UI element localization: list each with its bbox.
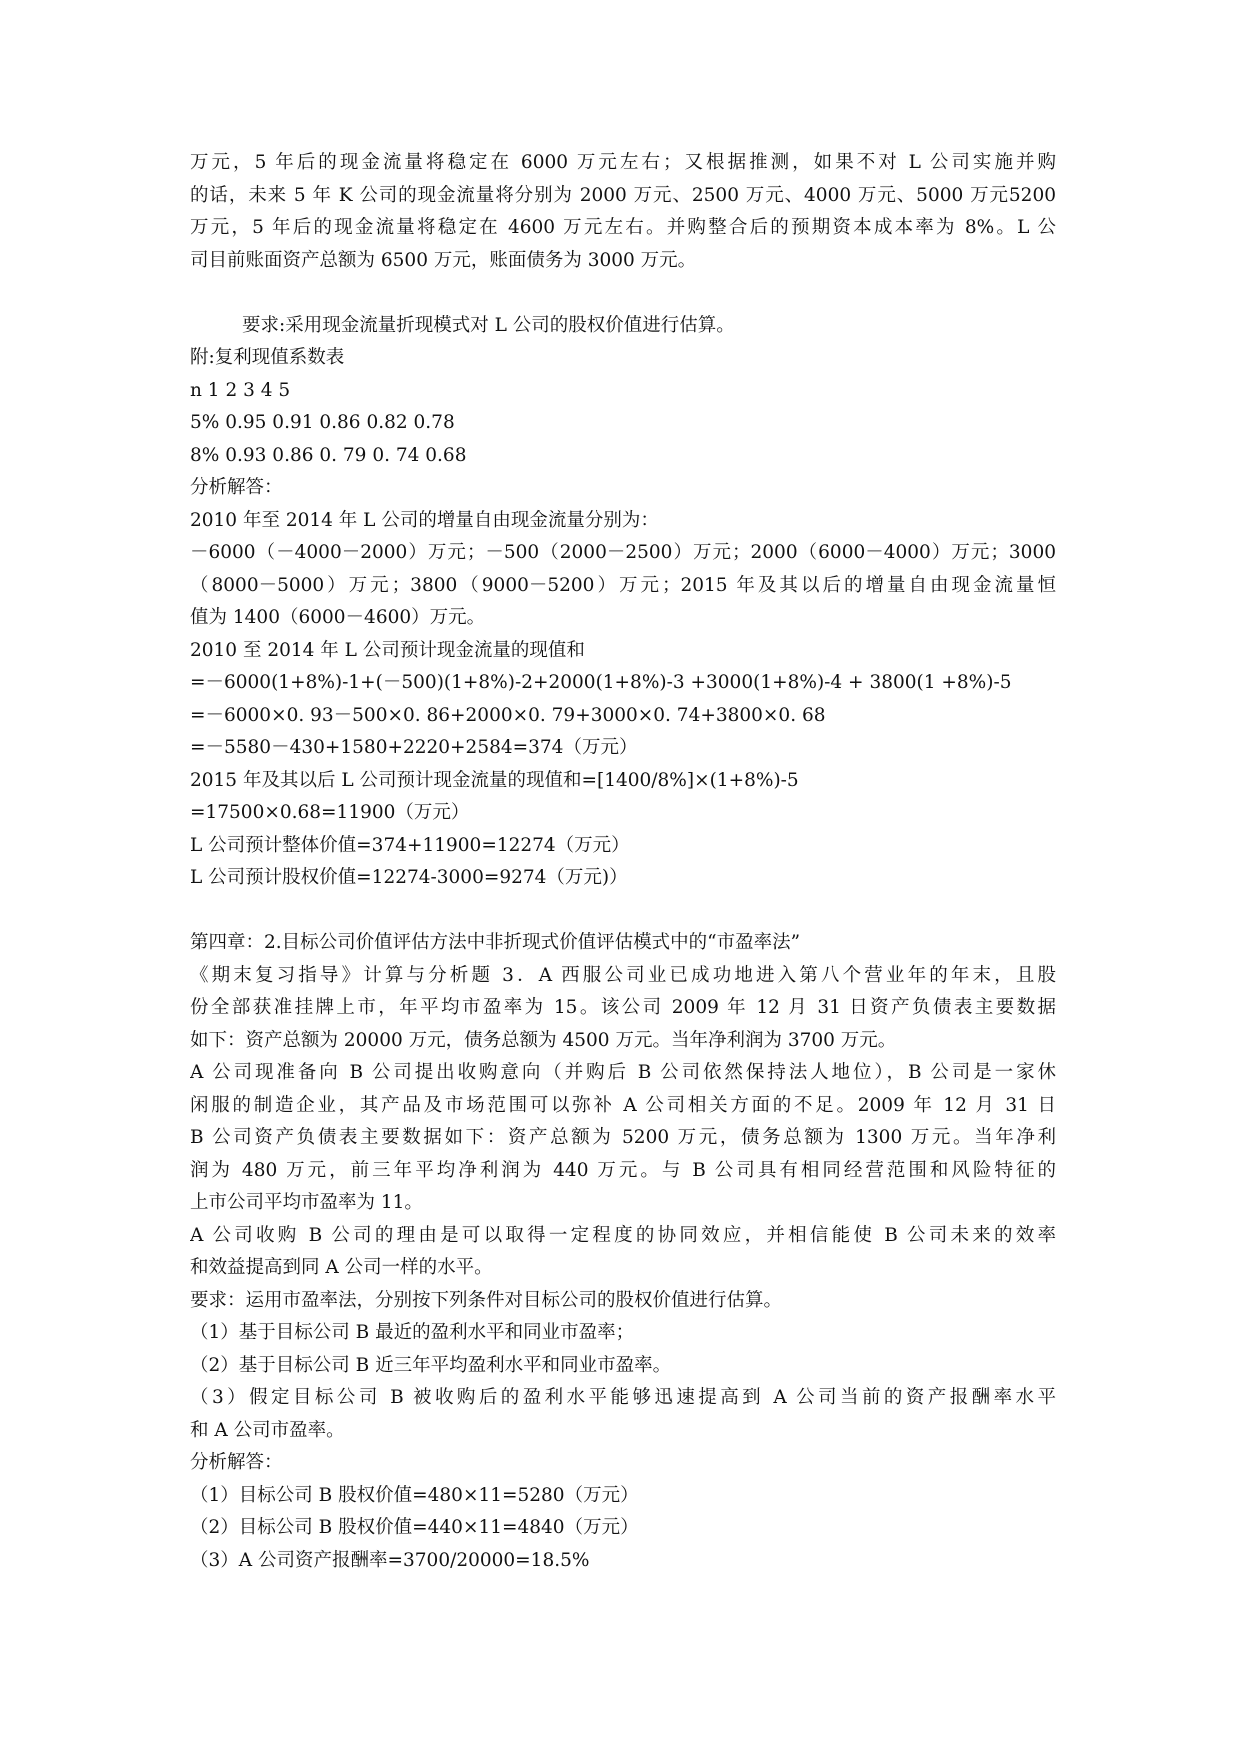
answer-line: L 公司预计整体价值=374+11900=12274（万元） [190,834,630,856]
answer-line: 2010 年至 2014 年 L 公司的增量自由现金流量分别为： [190,509,659,531]
problem-line: 上市公司平均市盈率为 11。 [190,1192,423,1213]
requirement-text: 要求:采用现金流量折现模式对 L 公司的股权价值进行估算。 [242,314,735,336]
answer-line: 值为 1400（6000－4600）万元。 [190,607,486,628]
problem-line: A 公司收购 B 公司的理由是可以取得一定程度的协同效应，并相信能使 B 公司未来的效率 [190,1224,1056,1246]
document-body [190,147,1056,1577]
table-row: n 1 2 3 4 5 [190,379,291,401]
answer-line: （2）目标公司 B 股权价值=440×11=4840（万元） [190,1517,639,1538]
problem-line: 闲服的制造企业，其产品及市场范围可以弥补 A 公司相关方面的不足。2009 年 12 月 31 日 [190,1094,1056,1116]
intro-line: 万元，5 年后的现金流量将稳定在 4600 万元左右。并购整合后的预期资本成本率为 8%。L 公 [190,217,1056,238]
problem-line: B 公司资产负债表主要数据如下：资产总额为 5200 万元，债务总额为 1300 万元。当年净利 [190,1127,1056,1148]
paragraph-gap [190,277,1056,310]
answer-line: L 公司预计股权价值=12274-3000=9274（万元)） [190,867,628,888]
intro-line: 万元，5 年后的现金流量将稳定在 6000 万元左右；又根据推测，如果不对 L 公司实施并购 [190,152,1056,173]
answer-line: 2015 年及其以后 L 公司预计现金流量的现值和=[1400/8%]×(1+8%)-5 [190,769,799,791]
intro-line: 的话，未来 5 年 K 公司的现金流量将分别为 2000 万元、2500 万元、4000 万元、5000 万元5200 [190,184,1056,206]
problem-line: 和 A 公司市盈率。 [190,1419,345,1441]
problem-line: 要求：运用市盈率法，分别按下列条件对目标公司的股权价值进行估算。 [190,1289,783,1311]
answer-line: －6000（－4000－2000）万元；－500（2000－2500）万元；2000（6000－4000）万元；3000 [190,542,1056,563]
answer-line: （1）目标公司 B 股权价值=480×11=5280（万元） [190,1484,639,1506]
problem-line: 《期末复习指导》计算与分析题 3．A 西服公司业已成功地进入第八个营业年的年末，且股 [190,964,1056,986]
problem-line: （1）基于目标公司 B 最近的盈利水平和同业市盈率； [190,1322,635,1343]
problem-line: 份全部获准挂牌上市，年平均市盈率为 15。该公司 2009 年 12 月 31 日资产负债表主要数据 [190,997,1056,1018]
section-heading: 第四章：2.目标公司价值评估方法中非折现式价值评估模式中的“市盈率法” [190,932,801,953]
analysis-label: 分析解答： [190,477,283,498]
table-row: 5% 0.95 0.91 0.86 0.82 0.78 [190,412,455,433]
problem-line: 润为 480 万元，前三年平均净利润为 440 万元。与 B 公司具有相同经营范围和风险特征的 [190,1159,1056,1181]
answer-line: =－6000(1+8%)-1+(－500)(1+8%)-2+2000(1+8%)-3 +3000(1+8%)-4 + 3800(1 +8%)-5 [190,672,1012,693]
table-title: 附:复利现值系数表 [190,347,345,368]
problem-line: 如下：资产总额为 20000 万元，债务总额为 4500 万元。当年净利润为 3700 万元。 [190,1029,897,1051]
paragraph-gap [190,895,1056,928]
problem-line: 和效益提高到同 A 公司一样的水平。 [190,1257,493,1278]
problem-line: （3）假定目标公司 B 被收购后的盈利水平能够迅速提高到 A 公司当前的资产报酬率水平 [190,1387,1056,1408]
answer-line: =－6000×0. 93－500×0. 86+2000×0. 79+3000×0. 74+3800×0. 68 [190,704,826,726]
intro-line: 司目前账面资产总额为 6500 万元，账面债务为 3000 万元。 [190,249,697,271]
problem-line: A 公司现准备向 B 公司提出收购意向（并购后 B 公司依然保持法人地位），B 公司是一家休 [190,1062,1056,1083]
answer-line: （3）A 公司资产报酬率=3700/20000=18.5% [190,1549,590,1571]
answer-line: 2010 至 2014 年 L 公司预计现金流量的现值和 [190,639,585,661]
answer-line: （8000－5000）万元；3800（9000－5200）万元；2015 年及其以后的增量自由现金流量恒 [190,574,1056,596]
analysis-label: 分析解答： [190,1452,283,1473]
answer-line: =17500×0.68=11900（万元） [190,802,470,823]
table-row: 8% 0.93 0.86 0. 79 0. 74 0.68 [190,444,467,466]
problem-line: （2）基于目标公司 B 近三年平均盈利水平和同业市盈率。 [190,1354,672,1376]
answer-line: =－5580－430+1580+2220+2584=374（万元） [190,737,638,758]
